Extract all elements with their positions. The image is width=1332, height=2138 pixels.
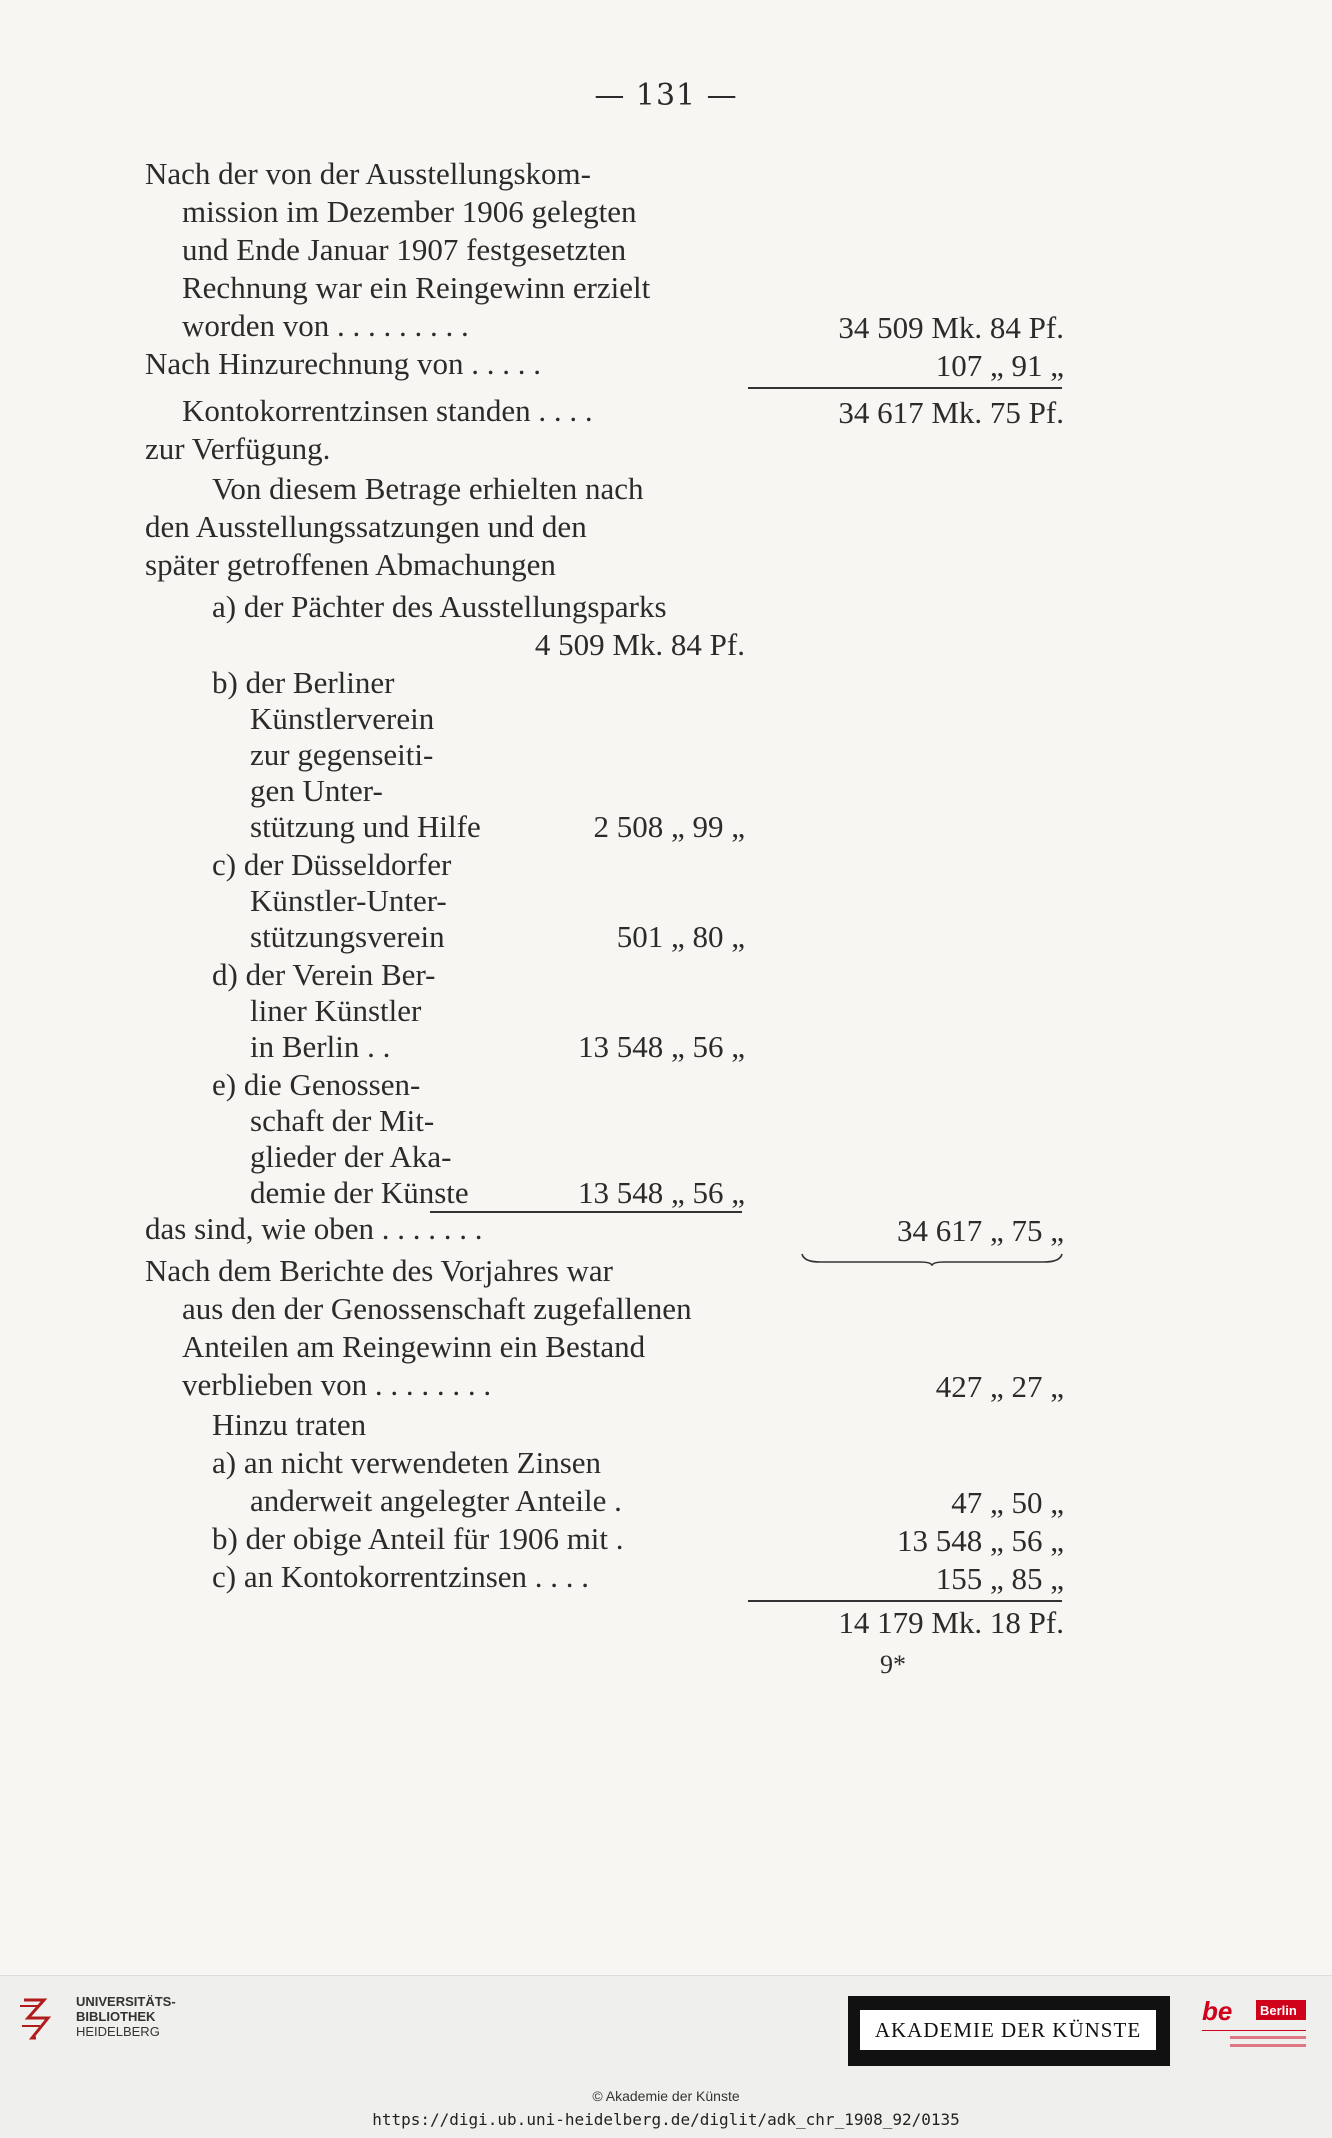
text-line: Anteilen am Reingewinn ein Bestand (182, 1329, 646, 1364)
amount: 427 „ 27 „ (935, 1369, 1064, 1404)
amount: 155 „ 85 „ (935, 1561, 1064, 1596)
text-line: demie der Künste (250, 1175, 469, 1210)
text-line: schaft der Mit- (250, 1103, 435, 1138)
text-line: Von diesem Betrage erhielten nach (212, 471, 644, 506)
text-line: den Ausstellungssatzungen und den (145, 509, 587, 544)
text-line: b) der obige Anteil für 1906 mit . (212, 1521, 624, 1556)
text-line: Hinzu traten (212, 1407, 367, 1442)
text-line: verblieben von . . . . . . . . (182, 1367, 492, 1402)
amount: 34 617 „ 75 „ (896, 1213, 1064, 1248)
amount: 13 548 „ 56 „ (577, 1175, 745, 1210)
amount: 13 548 „ 56 „ (577, 1029, 745, 1064)
sum-rule (748, 1600, 1062, 1602)
total-amount: 14 179 Mk. 18 Pf. (838, 1605, 1064, 1640)
source-url[interactable]: https://digi.ub.uni-heidelberg.de/diglit/adk_chr_1908_92/0135 (372, 2110, 960, 2129)
text-line: c) an Kontokorrentzinsen . . . . (212, 1559, 590, 1594)
sum-rule (748, 387, 1062, 389)
page-number: — 131 — (594, 78, 738, 113)
text-line: a) an nicht verwendeten Zinsen (212, 1445, 602, 1480)
text-line: das sind, wie oben . . . . . . . (145, 1211, 483, 1246)
berlin-logo-icon[interactable] (1200, 1990, 1310, 2070)
text-line: Nach Hinzurechnung von . . . . . (145, 346, 542, 381)
text-line: aus den der Genossenschaft zugefallenen (182, 1291, 692, 1326)
text-line: a) der Pächter des Ausstellungsparks (212, 589, 667, 624)
text-line: Nach dem Berichte des Vorjahres war (145, 1253, 613, 1288)
footer-bar (0, 1975, 1332, 2138)
ub-line: BIBLIOTHEK (76, 2009, 156, 2024)
text-line: zur Verfügung. (145, 431, 331, 466)
text-line: b) der Berliner (212, 665, 395, 700)
text-line: d) der Verein Ber- (212, 957, 436, 992)
akademie-label: AKADEMIE DER KÜNSTE (860, 2010, 1156, 2050)
amount: 107 „ 91 „ (935, 348, 1064, 383)
text-line: Nach der von der Ausstellungskom- (145, 156, 591, 191)
text-line: Künstlerverein (250, 701, 435, 736)
amount: 13 548 „ 56 „ (896, 1523, 1064, 1558)
brace-mark (800, 1252, 1064, 1266)
amount: 34 509 Mk. 84 Pf. (838, 310, 1064, 345)
text-line: Kontokorrentzinsen standen . . . . (182, 393, 593, 428)
text-line: Künstler-Unter- (250, 883, 447, 918)
svg-text:Berlin: Berlin (1260, 2003, 1297, 2018)
ub-heidelberg-logo[interactable] (76, 1994, 176, 2039)
text-line: e) die Genossen- (212, 1067, 421, 1102)
text-line: zur gegenseiti- (250, 737, 434, 772)
text-line: später getroffenen Abmachungen (145, 547, 556, 582)
text-line: stützung und Hilfe (250, 809, 481, 844)
amount: 4 509 Mk. 84 Pf. (534, 627, 745, 662)
akademie-logo[interactable] (848, 1996, 1170, 2066)
ub-line: HEIDELBERG (76, 2024, 160, 2039)
svg-text:be: be (1202, 1996, 1233, 2026)
text-line: stützungsverein (250, 919, 445, 954)
text-line: liner Künstler (250, 993, 422, 1028)
signature-mark: 9* (880, 1650, 906, 1679)
text-line: glieder der Aka- (250, 1139, 452, 1174)
text-line: anderweit angelegter Anteile . (250, 1483, 622, 1518)
text-line: c) der Düsseldorfer (212, 847, 452, 882)
text-line: Rechnung war ein Reingewinn erzielt (182, 270, 651, 305)
ub-line: UNIVERSITÄTS- (76, 1994, 176, 2009)
amount: 501 „ 80 „ (616, 919, 745, 954)
amount: 47 „ 50 „ (951, 1485, 1064, 1520)
text-line: worden von . . . . . . . . . (182, 308, 469, 343)
amount: 2 508 „ 99 „ (593, 809, 745, 844)
text-line: in Berlin . . (250, 1029, 391, 1064)
text-line: mission im Dezember 1906 gelegten (182, 194, 637, 229)
text-line: gen Unter- (250, 773, 383, 808)
ub-heidelberg-logo-icon[interactable] (14, 1992, 62, 2052)
amount: 34 617 Mk. 75 Pf. (838, 395, 1064, 430)
text-line: und Ende Januar 1907 festgesetzten (182, 232, 627, 267)
copyright-text: © Akademie der Künste (592, 2088, 740, 2104)
